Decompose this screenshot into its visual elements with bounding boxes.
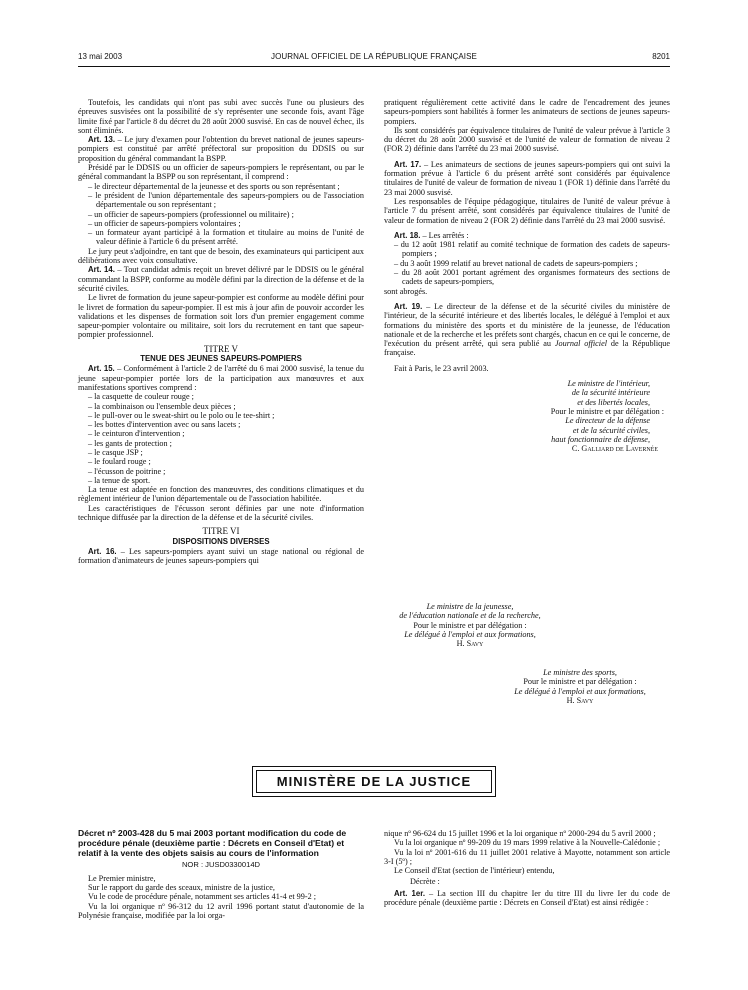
header-rule <box>78 66 670 67</box>
list-item: – l'écusson de poitrine ; <box>88 466 166 476</box>
signature-2-line: de l'éducation nationale et de la recherche, <box>399 611 541 621</box>
signature-1-pour: Pour le ministre et par délégation : <box>550 406 664 416</box>
article-text: – La section III du chapitre Ier du titre III du livre Ier du code de procédure pénale (deuxième partie : Décrets en Conseil d'Etat) est ainsi rédigée : <box>384 888 670 908</box>
list-item: – le président de l'union départementale des sapeurs-pompiers ou de l'association départementale ou son représentant ; <box>88 190 364 210</box>
article-18 <box>384 231 670 240</box>
signature-2-line: Le délégué à l'emploi et aux formations, <box>404 629 536 639</box>
paragraph: Vu la loi organique nº 99-209 du 19 mars 1999 relative à la Nouvelle-Calédonie ; <box>394 838 661 848</box>
journal-officiel-italic: Journal officiel <box>554 339 607 349</box>
list-item: – le pull-over ou le sweat-shirt ou le polo ou le tee-shirt ; <box>88 410 275 420</box>
article-17 <box>384 160 670 197</box>
article-text: – Les animateurs de sections de jeunes sapeurs-pompiers qui ont suivi la formation prévue à l'article 6 du présent arrêté sont considérés par équivalence titulaires de l'unité de valeur de formation de niveau 1 (FOR 1) définie dans l'arrêté du 23 mai 2000 susvisé. <box>384 159 670 197</box>
paragraph: Ils sont considérés par équivalence titulaires de l'unité de valeur prévue à l'article 3 du décret du 28 août 2000 susvisé et de l'unité de valeur de formation de niveau 2 (FOR 2) définie dans l'arrêté du 23 mai 2000 susvisé. <box>384 125 670 154</box>
paragraph: La tenue est adaptée en fonction des manœuvres, des conditions climatiques et du règlement intérieur de l'union départementale ou de l'association habilitée. <box>78 485 364 504</box>
article-text: – Le jury d'examen pour l'obtention du brevet national de jeunes sapeurs-pompiers est constitué par arrêté préfectoral sur proposition du DDSIS ou sur proposition du général commandant la BSPP. <box>78 135 365 163</box>
article-text-end: de la République française. <box>384 339 670 358</box>
article-text: – Le directeur de la défense et de la sécurité civiles du ministère de l'intérieur, de la sécurité intérieure et des libertés locales, le délégué à l'emploi et aux formations du ministère des sports et du ministère de la jeunesse, de l'éducation nationale et de la recherche et les préfets sont chargés, chacun en ce qui le concerne, de l'exécution du présent arrêté, qui sera publié au <box>384 301 670 349</box>
article-text: – Les sapeurs-pompiers ayant suivi un stage national ou régional de formation d'animateurs de jeunes sapeurs-pompiers qui <box>78 546 364 566</box>
paragraph: Vu la loi organique nº 96-312 du 12 avril 1996 portant statut d'autonomie de la Polynésie française, modifiée par la loi orga- <box>78 901 364 920</box>
left-column <box>78 98 364 566</box>
signature-1-line: et des libertés locales, <box>577 397 650 407</box>
list-item: – un officier de sapeurs-pompiers volontaires ; <box>88 218 241 228</box>
list-item: – les bottes d'intervention avec ou sans lacets ; <box>88 420 241 430</box>
header-date: 13 mai 2003 <box>78 52 123 61</box>
right-column <box>384 98 670 453</box>
signature-3-pour: Pour le ministre et par délégation : <box>523 677 637 687</box>
list-item: – un formateur ayant participé à la formation et titulaire au moins de l'unité de valeur définie à l'article 6 du présent arrêté. <box>88 228 364 247</box>
list-item: – le ceinturon d'intervention ; <box>88 429 185 439</box>
article-label: Art. 1er. <box>394 888 425 898</box>
paragraph: nique nº 96-624 du 15 juillet 1996 et la loi organique nº 2000-294 du 5 avril 2000 ; <box>384 829 656 838</box>
paragraph: Le jury peut s'adjoindre, en tant que de besoin, des examinateurs qui participent aux délibérations avec voix consultative. <box>78 246 364 266</box>
article-label: Art. 15. <box>88 364 115 374</box>
signature-2-line: Le ministre de la jeunesse, <box>426 602 514 611</box>
section-title: TITRE VI <box>202 526 240 537</box>
page-number: 8201 <box>652 52 670 61</box>
signature-2 <box>370 602 560 648</box>
list-item: – du 28 août 2001 portant agrément des organismes formateurs des sections de cadets de sapeurs-pompiers, <box>394 268 670 287</box>
list-item: – le casque JSP ; <box>88 447 143 457</box>
list-item: – les gants de protection ; <box>88 438 172 448</box>
article-label: Art. 14. <box>88 265 115 275</box>
article-text: – Les arrêtés : <box>420 230 469 240</box>
list-item: – du 12 août 1981 relatif au comité technique de formation des cadets de sapeurs-pompiers ; <box>394 240 670 259</box>
decree-title: Décret nº 2003-428 du 5 mai 2003 portant modification du code de procédure pénale (deuxième partie : Décrets en Conseil d'Etat) et relatif à la vente des objets saisis au cours de l'information <box>78 828 347 858</box>
article-19 <box>384 302 670 358</box>
paragraph: Vu la loi nº 2001-616 du 11 juillet 2001 relative à Mayotte, notamment son article 3-I (5º) ; <box>384 847 670 866</box>
signature-1-line: et de la sécurité civiles, <box>572 425 650 435</box>
article-label: Art. 17. <box>394 159 422 169</box>
article-13 <box>78 135 364 163</box>
paragraph: Sur le rapport du garde des sceaux, ministre de la justice, <box>88 882 275 892</box>
section-subtitle: DISPOSITIONS DIVERSES <box>172 536 270 546</box>
paragraph: Vu le code de procédure pénale, notamment ses articles 41-4 et 99-2 ; <box>88 892 316 902</box>
paragraph: Les responsables de l'équipe pédagogique, titulaires de l'unité de valeur prévue à l'article 7 du présent arrêté, sont considérés par équivalence titulaires de l'unité de valeur de formation de niveau 2 (FOR 2) définie dans l'arrêté du 23 mai 2000 susvisé. <box>384 196 670 225</box>
article-1 <box>384 889 670 908</box>
paragraph: Le livret de formation du jeune sapeur-pompier est conforme au modèle défini pour le livret de formation du sapeur-pompier. Il est mis à jour afin de pouvoir accorder les validations et les dispenses de formation soit lors d'un premier engagement comme sapeur-pompier volontaire ou militaire, soit lors du recrutement en tant que sapeur-pompier professionnel. <box>78 293 364 340</box>
list-item: – la casquette de couleur rouge ; <box>88 392 194 402</box>
section-title: TITRE V <box>203 343 239 354</box>
article-text: – Conformément à l'article 2 de l'arrêté du 6 mai 2000 susvisé, la tenue du jeune sapeur-pompier portée lors de la participation aux manœuvres et aux manifestations sportives comprend : <box>78 364 364 392</box>
paragraph: Les caractéristiques de l'écusson seront définies par une note d'information technique diffusée par la direction de la défense et de la sécurité civiles. <box>78 503 364 523</box>
paragraph: sont abrogés. <box>384 286 428 296</box>
page-header <box>78 52 670 66</box>
list-item: – le directeur départemental de la jeunesse et des sports ou son représentant ; <box>88 181 340 191</box>
list-item: – du 3 août 1999 relatif au brevet national de cadets de sapeurs-pompiers ; <box>394 258 638 268</box>
article-label: Art. 16. <box>88 546 117 556</box>
decree-nor: NOR : JUSD0330014D <box>181 860 261 870</box>
article-15 <box>78 364 364 392</box>
signature-1-name: C. Galliard de Lavernée <box>571 444 658 454</box>
signature-3-line: Le délégué à l'emploi et aux formations, <box>514 686 646 696</box>
decree-right-column <box>384 829 670 907</box>
article-label: Art. 19. <box>394 301 423 311</box>
ministry-banner-text: MINISTÈRE DE LA JUSTICE <box>256 770 492 793</box>
paragraph: Le Premier ministre, <box>88 873 156 883</box>
list-item: – un officier de sapeurs-pompiers (professionnel ou militaire) ; <box>88 209 294 219</box>
signature-2-name: H. Savy <box>456 639 484 649</box>
fait-a-paris: Fait à Paris, le 23 avril 2003. <box>394 363 489 373</box>
paragraph: Toutefois, les candidats qui n'ont pas subi avec succès l'une ou plusieurs des épreuves susvisées ont la possibilité de s'y représenter une seconde fois, avant l'âge limite fixé par l'article 8 du décret du 28 août 2000 susvisé. En cas de nouvel échec, ils sont éliminés. <box>78 98 364 135</box>
signature-3 <box>480 668 670 705</box>
signature-3-line: Le ministre des sports, <box>543 668 617 677</box>
signature-2-pour: Pour le ministre et par délégation : <box>413 620 527 630</box>
list-item: – le foulard rouge ; <box>88 457 151 467</box>
article-16 <box>78 547 364 566</box>
signature-1-line: Le ministre de l'intérieur, <box>567 379 650 389</box>
paragraph: Présidé par le DDSIS ou un officier de sapeurs-pompiers le représentant, ou par le général commandant la BSPP ou son représentant, il comprend : <box>78 163 364 182</box>
list-item: – la combinaison ou l'ensemble deux pièces ; <box>88 401 236 411</box>
signature-1-line: haut fonctionnaire de défense, <box>551 434 650 444</box>
section-subtitle: TENUE DES JEUNES SAPEURS-POMPIERS <box>140 354 302 364</box>
article-text: – Tout candidat admis reçoit un brevet délivré par le DDSIS ou le général commandant la BSPP, conforme au modèle défini par la direction de la défense et de la sécurité civiles. <box>78 265 364 293</box>
ministry-banner <box>252 766 496 797</box>
article-label: Art. 13. <box>88 135 116 145</box>
journal-title: JOURNAL OFFICIEL DE LA RÉPUBLIQUE FRANÇAISE <box>271 52 477 61</box>
signature-1-line: Le directeur de la défense <box>565 416 650 426</box>
article-14 <box>78 265 364 293</box>
decrete: Décrète : <box>410 877 440 887</box>
list-item: – la tenue de sport. <box>88 475 151 485</box>
signature-3-name: H. Savy <box>566 695 594 705</box>
paragraph: pratiquent régulièrement cette activité dans le cadre de l'encadrement des jeunes sapeurs-pompiers sont habilités à former les animateurs de sections de jeunes sapeurs-pompiers. <box>384 98 670 126</box>
article-label: Art. 18. <box>394 230 421 240</box>
signature-1-line: de la sécurité intérieure <box>571 388 650 398</box>
paragraph: Le Conseil d'Etat (section de l'intérieur) entendu, <box>394 866 555 876</box>
decree-left-column <box>78 829 364 920</box>
